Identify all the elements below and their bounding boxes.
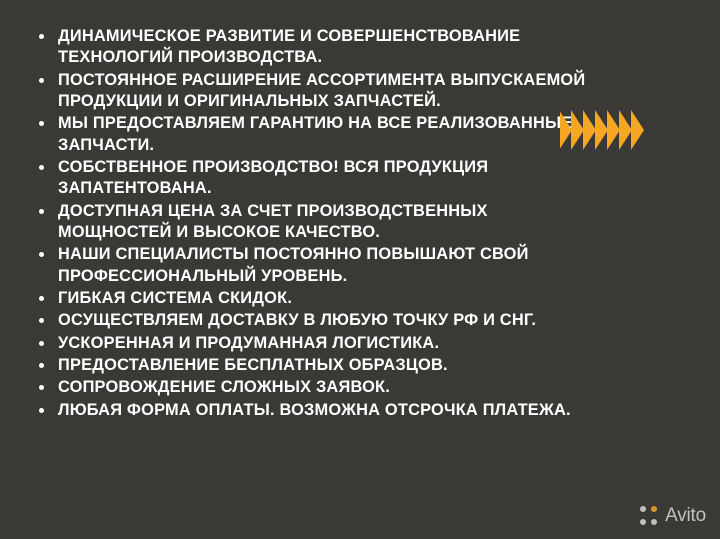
watermark-label: Avito [665, 505, 706, 526]
list-item: ДИНАМИЧЕСКОЕ РАЗВИТИЕ И СОВЕРШЕНСТВОВАНИЕ ТЕХНОЛОГИЙ ПРОИЗВОДСТВА. [30, 26, 590, 69]
list-item: МЫ ПРЕДОСТАВЛЯЕМ ГАРАНТИЮ НА ВСЕ РЕАЛИЗОВАННЫЕ ЗАПЧАСТИ. [30, 113, 590, 156]
list-item: ДОСТУПНАЯ ЦЕНА ЗА СЧЕТ ПРОИЗВОДСТВЕННЫХ МОЩНОСТЕЙ И ВЫСОКОЕ КАЧЕСТВО. [30, 201, 590, 244]
list-item: НАШИ СПЕЦИАЛИСТЫ ПОСТОЯННО ПОВЫШАЮТ СВОЙ ПРОФЕССИОНАЛЬНЫЙ УРОВЕНЬ. [30, 244, 590, 287]
list-item: ПРЕДОСТАВЛЕНИЕ БЕСПЛАТНЫХ ОБРАЗЦОВ. [30, 355, 590, 376]
list-item: ГИБКАЯ СИСТЕМА СКИДОК. [30, 288, 590, 309]
chevron-arrows-icon [560, 110, 720, 150]
list-item: ПОСТОЯННОЕ РАСШИРЕНИЕ АССОРТИМЕНТА ВЫПУСКАЕМОЙ ПРОДУКЦИИ И ОРИГИНАЛЬНЫХ ЗАПЧАСТЕЙ. [30, 70, 590, 113]
list-item: ОСУЩЕСТВЛЯЕМ ДОСТАВКУ В ЛЮБУЮ ТОЧКУ РФ И СНГ. [30, 310, 590, 331]
list-item: УСКОРЕННАЯ И ПРОДУМАННАЯ ЛОГИСТИКА. [30, 333, 590, 354]
benefits-list [30, 26, 590, 422]
avito-logo-icon [640, 506, 660, 526]
list-item: СОПРОВОЖДЕНИЕ СЛОЖНЫХ ЗАЯВОК. [30, 377, 590, 398]
watermark [640, 505, 706, 527]
list-item: СОБСТВЕННОЕ ПРОИЗВОДСТВО! ВСЯ ПРОДУКЦИЯ ЗАПАТЕНТОВАНА. [30, 157, 590, 200]
chevron-right-icon [631, 110, 644, 150]
list-item: ЛЮБАЯ ФОРМА ОПЛАТЫ. ВОЗМОЖНА ОТСРОЧКА ПЛАТЕЖА. [30, 400, 590, 421]
